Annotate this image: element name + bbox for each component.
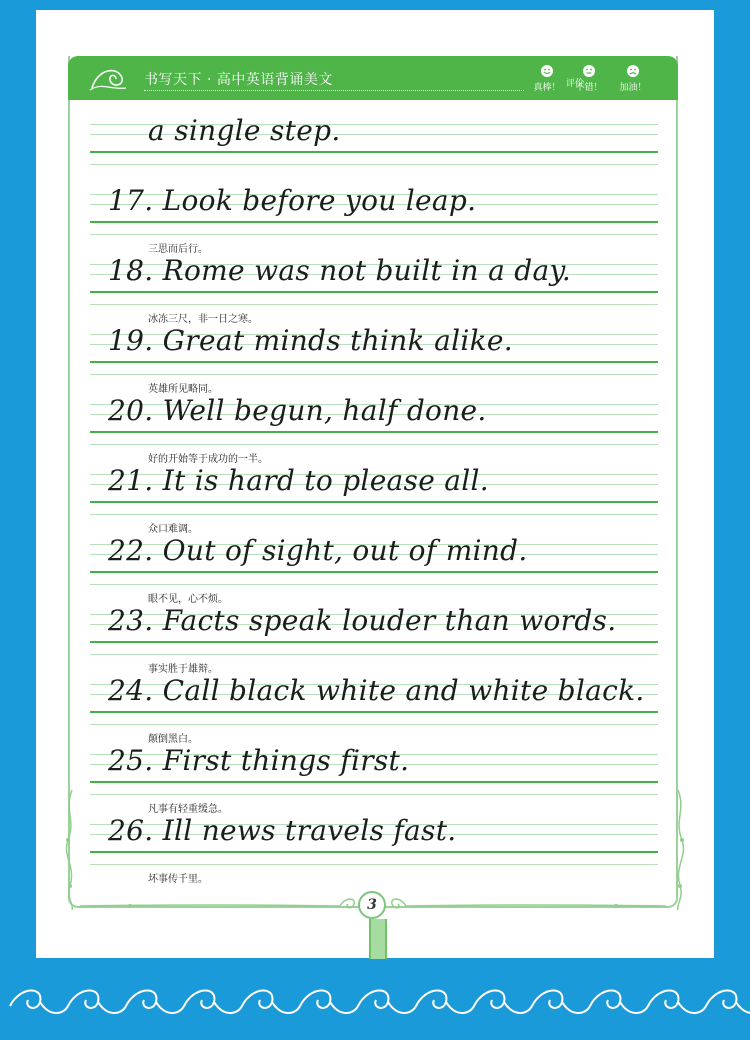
handwriting-row (90, 534, 658, 606)
english-proverb: 18. Rome was not built in a day. (108, 254, 572, 287)
baseline (90, 291, 658, 293)
english-proverb: 21. It is hard to please all. (108, 464, 489, 497)
english-proverb: 22. Out of sight, out of mind. (108, 534, 528, 567)
guide-line (90, 304, 658, 305)
baseline (90, 151, 658, 153)
english-proverb: 23. Facts speak louder than words. (108, 604, 617, 637)
baseline (90, 571, 658, 573)
swirl-segment (300, 990, 358, 1013)
english-proverb: 19. Great minds think alike. (108, 324, 513, 357)
guide-line (90, 654, 658, 655)
handwriting-row (90, 814, 658, 886)
chinese-translation: 冰冻三尺，非一日之寒。 (148, 314, 258, 325)
handwriting-row (90, 184, 658, 256)
handwriting-row (90, 464, 658, 536)
handwriting-row (90, 604, 658, 676)
rating-good-label: 不错！ (575, 83, 603, 93)
swirl-segment (242, 990, 300, 1013)
swirl-segment (706, 990, 750, 1013)
swirl-segment (590, 990, 648, 1013)
english-proverb: 26. Ill news travels fast. (108, 814, 457, 847)
chinese-translation: 英雄所见略同。 (148, 384, 218, 395)
english-proverb: 25. First things first. (108, 744, 410, 777)
guide-line (90, 864, 658, 865)
english-proverb: 20. Well begun, half done. (108, 394, 487, 427)
rating-try-harder-label: 加油！ (619, 83, 647, 93)
handwriting-row (90, 254, 658, 326)
handwriting-row (90, 114, 658, 186)
swirl-segment (184, 990, 242, 1013)
guide-line (90, 794, 658, 795)
baseline (90, 851, 658, 853)
swirl-segment (126, 990, 184, 1013)
baseline (90, 641, 658, 643)
chinese-translation: 颠倒黑白。 (148, 734, 198, 745)
swirl-segment (68, 990, 126, 1013)
baseline (90, 711, 658, 713)
handwriting-row (90, 324, 658, 396)
swirl-segment (532, 990, 590, 1013)
guide-line (90, 164, 658, 165)
handwriting-row (90, 394, 658, 466)
english-proverb: 17. Look before you leap. (108, 184, 477, 217)
swirl-segment (648, 990, 706, 1013)
page-tab (369, 919, 387, 959)
swirl-segment (416, 990, 474, 1013)
english-proverb: a single step. (148, 114, 341, 147)
chinese-translation: 眼不见，心不烦。 (148, 594, 228, 605)
rating-label: 评价 (566, 79, 585, 89)
header-title: 书写天下 · 高中英语背诵美文 (144, 72, 333, 88)
chinese-translation: 事实胜于雄辩。 (148, 664, 218, 675)
baseline (90, 431, 658, 433)
guide-line (90, 584, 658, 585)
chinese-translation: 凡事有轻重缓急。 (148, 804, 228, 815)
handwriting-row (90, 744, 658, 816)
page-number: 3 (358, 891, 386, 919)
chinese-translation: 三思而后行。 (148, 244, 208, 255)
swirl-segment (10, 990, 68, 1013)
guide-line (90, 234, 658, 235)
english-proverb: 24. Call black white and white black. (108, 674, 645, 707)
swirl-segment (474, 990, 532, 1013)
guide-line (90, 724, 658, 725)
baseline (90, 501, 658, 503)
rating-great-label: 真棒！ (533, 83, 561, 93)
chinese-translation: 坏事传千里。 (148, 874, 208, 885)
guide-line (90, 374, 658, 375)
chinese-translation: 好的开始等于成功的一半。 (148, 454, 268, 465)
baseline (90, 781, 658, 783)
bottom-swirl-border-icon (0, 978, 750, 1024)
guide-line (90, 444, 658, 445)
chinese-translation: 众口难调。 (148, 524, 198, 535)
baseline (90, 361, 658, 363)
baseline (90, 221, 658, 223)
guide-line (90, 514, 658, 515)
swirl-segment (358, 990, 416, 1013)
handwriting-row (90, 674, 658, 746)
